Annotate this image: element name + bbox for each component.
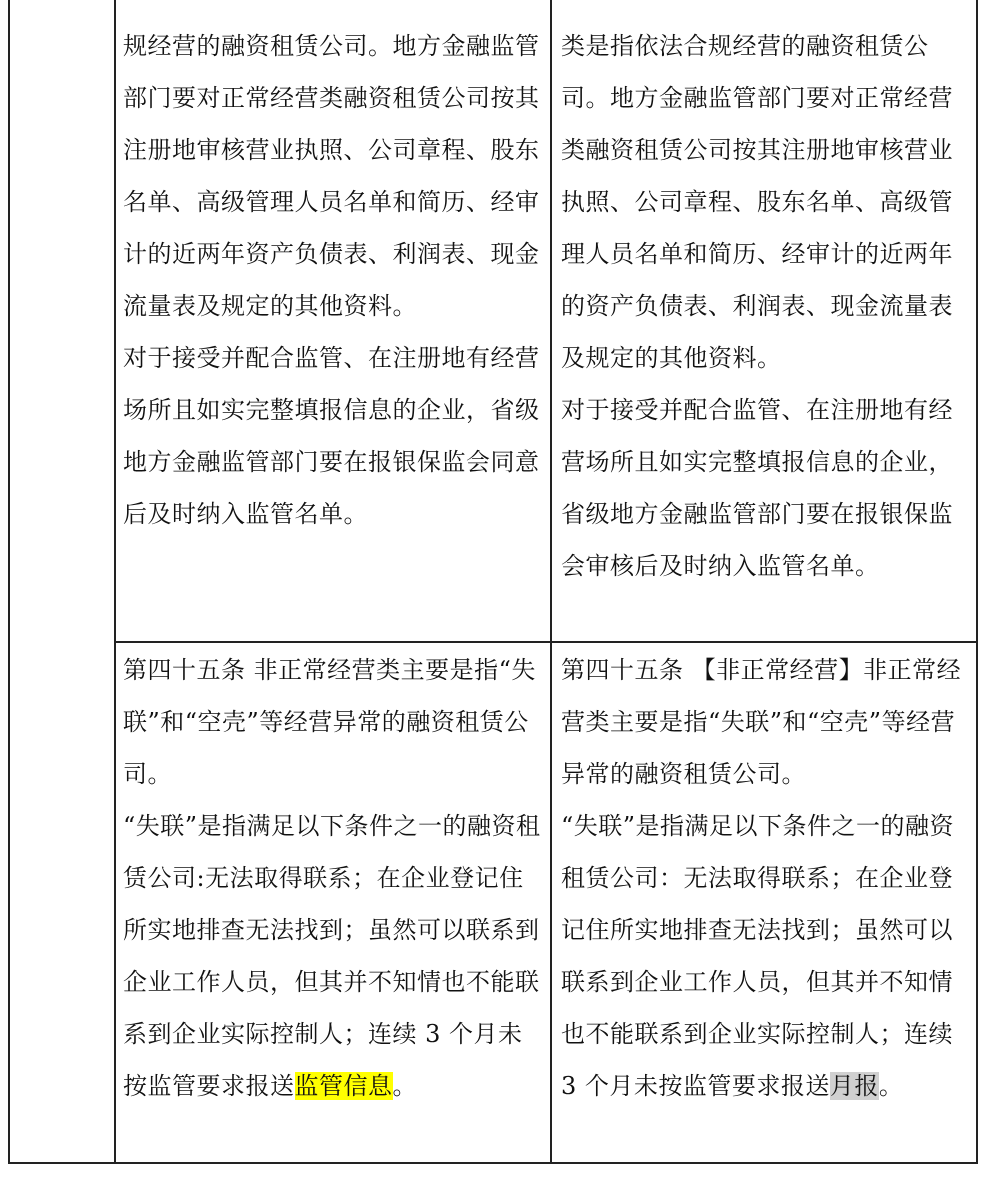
text: 。 bbox=[392, 1072, 417, 1100]
paragraph: 对于接受并配合监管、在注册地有经营场所且如实完整填报信息的企业，省级地方金融监管部门要在报银保监会审核后及时纳入监管名单。 bbox=[561, 396, 953, 580]
row2-left-cell bbox=[123, 644, 545, 1112]
table-border-col2 bbox=[550, 0, 552, 1164]
text: 。 bbox=[878, 1072, 904, 1100]
paragraph: 规经营的融资租赁公司。地方金融监管部门要对正常经营类融资租赁公司按其注册地审核营业执照、公司章程、股东名单、高级管理人员名单和简历、经审计的近两年资产负债表、利润表、现金流量表及规定的其他资料。 bbox=[123, 32, 540, 320]
paragraph bbox=[561, 800, 970, 1112]
paragraph: 类是指依法合规经营的融资租赁公司。地方金融监管部门要对正常经营类融资租赁公司按其注册地审核营业执照、公司章程、股东名单、高级管理人员名单和简历、经审计的近两年的资产负债表、利润表、现金流量表及规定的其他资料。 bbox=[561, 32, 953, 372]
table-border-col1 bbox=[114, 0, 116, 1164]
text: “失联”是指满足以下条件之一的融资租赁公司：无法取得联系；在企业登记住所实地排查无法找到；虽然可以联系到企业工作人员，但其并不知情也不能联系到企业实际控制人；连续 3 个月未按监管要求报送 bbox=[561, 812, 955, 1100]
article-heading-paragraph: 第四十五条 非正常经营类主要是指“失联”和“空壳”等经营异常的融资租赁公司。 bbox=[123, 656, 536, 788]
row-divider bbox=[114, 641, 978, 643]
paragraph: 对于接受并配合监管、在注册地有经营场所且如实完整填报信息的企业，省级地方金融监管部门要在报银保监会同意后及时纳入监管名单。 bbox=[123, 344, 540, 528]
article-heading-paragraph: 第四十五条 【非正常经营】非正常经营类主要是指“失联”和“空壳”等经营异常的融资租赁公司。 bbox=[561, 656, 962, 788]
paragraph bbox=[123, 800, 545, 1112]
table-border-bottom bbox=[8, 1162, 978, 1164]
row2-right-cell bbox=[561, 644, 970, 1112]
table-border-left bbox=[8, 0, 10, 1164]
highlighted-text: 月报 bbox=[829, 1072, 879, 1100]
highlighted-text: 监管信息 bbox=[294, 1072, 393, 1100]
table-border-right bbox=[976, 0, 978, 1164]
row1-left-cell bbox=[123, 20, 545, 540]
row1-right-cell bbox=[561, 20, 970, 592]
text: “失联”是指满足以下条件之一的融资租赁公司:无法取得联系；在企业登记住所实地排查无法找到；虽然可以联系到企业工作人员，但其并不知情也不能联系到企业实际控制人；连续 3 个月未按监管要求报送 bbox=[123, 812, 541, 1100]
